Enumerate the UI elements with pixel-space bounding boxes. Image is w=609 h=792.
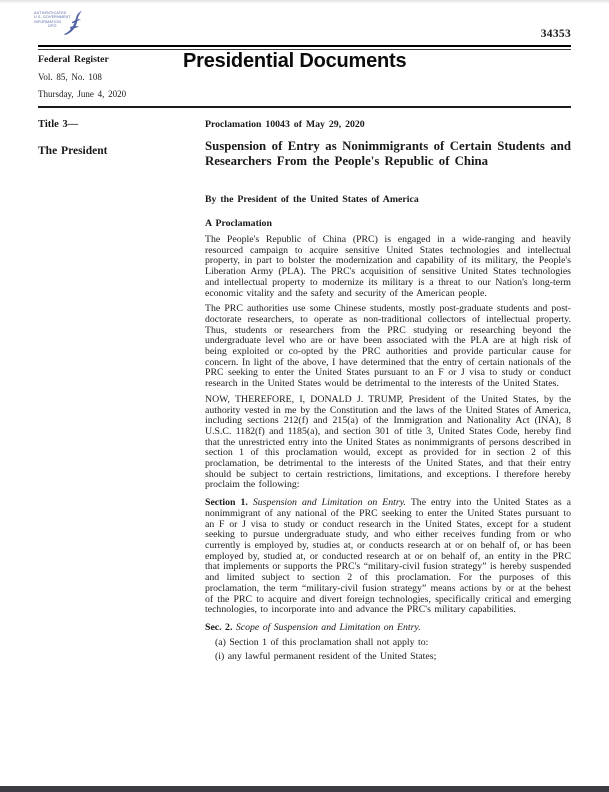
gpo-logo-line1: AUTHENTICATED bbox=[34, 11, 67, 15]
section-1-title: Suspension and Limitation on Entry. bbox=[252, 497, 406, 509]
section-heading: Presidential Documents bbox=[183, 50, 407, 72]
section-1-number: Section 1. bbox=[205, 497, 248, 509]
section-2-item-a: (a) Section 1 of this proclamation shall not apply to: bbox=[215, 636, 429, 648]
proclamation-number-line: Proclamation 10043 of May 29, 2020 bbox=[205, 119, 365, 130]
title-column bbox=[38, 119, 205, 663]
masthead-date: Thursday, June 4, 2020 bbox=[38, 89, 127, 99]
paragraph-1: The People's Republic of China (PRC) is engaged in a wide-ranging and heavily resourced campaign to acquire sensitive United States technologies and intellectual property, in part to bolster the modernization and capability of its military, the People's Liberation Army (PLA). The PRC's acquisition of sensitive United States technologies and intellectual property to modernize its military is a threat to our Nation's long-term economic vitality and the safety and security of the American people. bbox=[205, 234, 571, 299]
paragraph-3: NOW, THEREFORE, I, DONALD J. TRUMP, President of the United States, by the authority vested in me by the Constitution and the laws of the United States of America, including sections 212(f) and 215(a) of the Immigration and Nationality Act (INA), 8 U.S.C. 1182(f) and 1185(a), and section 301 of title 3, United States Code, hereby find that the unrestricted entry into the United States as nonimmigrants of persons described in section 1 of this proclamation would, except as provided for in section 2 of this proclamation, be detrimental to the interests of the United States, and that their entry should be subject to certain restrictions, limitations, and exceptions. I therefore hereby proclaim the following: bbox=[205, 393, 571, 491]
page-number: 34353 bbox=[540, 28, 571, 40]
page-top-edge bbox=[0, 0, 609, 4]
gpo-logo-line2: U.S. GOVERNMENT bbox=[34, 15, 71, 20]
masthead-volume: Vol. 85, No. 108 bbox=[38, 72, 102, 82]
title-authority: The President bbox=[38, 145, 108, 157]
paragraph-2: The PRC authorities use some Chinese students, mostly post-graduate students and post-doctorate researchers, to operate as non-traditional collectors of intellectual property. Thus, students or researchers from the PRC studying or researching beyond the undergraduate level who are or have been associated with the PLA are at high risk of being exploited or co-opted by the PRC authorities and provide particular cause for concern. In light of the above, I have determined that the entry of certain nationals of the PRC seeking to enter the United States pursuant to an F or J visa to study or conduct research in the United States would be detrimental to the interests of the United States. bbox=[205, 303, 571, 390]
section-1-body: The entry into the United States as a nonimmigrant of any national of the PRC seeking to enter the United States pursuant to an F or J visa to study or conduct research in the United States, except for a student seeking to pursue undergraduate study, and who either receives funding from or who currently is employed by, studies at, or conducts research at or on behalf of, or has been employed by, studied at, or conducted research at or on behalf of, an entity in the PRC that implements or supports the PRC's “military-civil fusion strategy” is hereby suspended and limited subject to section 2 of this proclamation. For the purposes of this proclamation, the term “military-civil fusion strategy” means actions by or at the behest of the PRC to acquire and divert foreign technologies, specifically critical and emerging technologies, to incorporate into and advance the PRC's military capabilities. bbox=[205, 497, 572, 616]
page-bottom-edge bbox=[0, 786, 609, 792]
section-2-item-i: (i) any lawful permanent resident of the United States; bbox=[215, 651, 437, 663]
masthead bbox=[38, 54, 198, 99]
masthead-title: Federal Register bbox=[38, 54, 109, 65]
proclamation-title: Suspension of Entry as Nonimmigrants of Certain Students and Researchers From the People's Republic of China bbox=[205, 139, 571, 168]
section-2-title: Scope of Suspension and Limitation on Entry. bbox=[235, 621, 421, 633]
main-content bbox=[38, 119, 571, 663]
proclamation-column bbox=[205, 119, 571, 663]
title-number: Title 3— bbox=[38, 119, 79, 130]
gpo-logo-line3: INFORMATION bbox=[34, 19, 62, 24]
byline: By the President of the United States of America bbox=[205, 194, 419, 205]
section-2-heading bbox=[205, 623, 571, 634]
proclamation-subheading: A Proclamation bbox=[205, 218, 272, 229]
masthead-bottom-rule bbox=[38, 106, 571, 108]
gpo-authentication-logo bbox=[34, 8, 86, 40]
section-2-number: Sec. 2. bbox=[205, 621, 233, 633]
gpo-logo-line4: GPO bbox=[48, 24, 57, 29]
section-1 bbox=[205, 498, 571, 616]
